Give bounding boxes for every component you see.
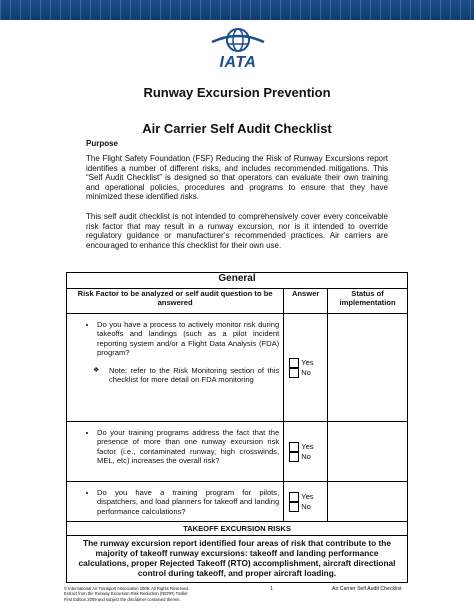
takeoff-risks-heading: TAKEOFF EXCURSION RISKS [67,522,408,536]
takeoff-risks-text: The runway excursion report identified four areas of risk that contribute to the majority of takeoff runway excursions: takeoff and landing performance calculations, proper Rejected Takeoff (RTO) accomplishment, aircraft directional control during takeoff, and proper aircraft loading. [67,536,408,583]
globe-icon [208,26,268,56]
column-header-status: Status of implementation [328,289,408,314]
yes-checkbox[interactable]: Yes [289,358,327,368]
document-subtitle: Air Carrier Self Audit Checklist [142,121,332,136]
no-checkbox[interactable]: No [289,368,327,378]
checkbox-icon[interactable] [289,502,299,512]
column-header-risk: Risk Factor to be analyzed or self audit question to be answered [67,289,284,314]
checkbox-icon[interactable] [289,452,299,462]
yes-checkbox[interactable]: Yes [289,492,327,502]
purpose-heading: Purpose [86,139,119,148]
question-text: • Do your training programs address the fact that the presence of more than one runway excursion risk factor (i.e., contaminated runway, high crosswinds, MEL, etc) increases the overall risk? [97,428,279,466]
no-checkbox[interactable]: No [289,452,327,462]
note [93,366,279,385]
status-cell[interactable] [328,314,408,422]
document-title: Runway Excursion Prevention [143,85,331,100]
question-text: • Do you have a training program for pilots, dispatchers, and load planners for takeoff and landing performance calculations? [97,488,279,516]
purpose-paragraph-1: The Flight Safety Foundation (FSF) Reducing the Risk of Runway Excursions report identifies a number of different risks, and includes recommended mitigations. This “Self Audit Checklist” is designed so that operators can evaluate their own training and operational policies, procedures and programs to ensure that they have minimized these identified risks. [86,154,388,202]
arrow-bullet-icon: ❖ [93,366,100,374]
section-heading-general: General [67,273,408,289]
iata-logo [208,26,268,70]
page-number: 1 [270,586,273,592]
no-checkbox[interactable]: No [289,502,327,512]
checkbox-icon[interactable] [289,358,299,368]
footer-document-name: Air Carrier Self Audit Checklist [332,586,402,592]
table-row [67,422,408,482]
table-row [67,482,408,522]
header-banner [0,0,474,20]
question-text: • Do you have a process to actively monitor risk during takeoffs and landings (such as a pilot incident reporting system and/or a Flight Data Analysis (FDA) program? [97,320,279,358]
table-row [67,314,408,422]
purpose-paragraph-2: This self audit checklist is not intended to comprehensively cover every conceivable risk factor that may result in a runway excursion, nor is it intended to override regulatory guidance or manufacturer’s recommended practices. Air carriers are encouraged to enhance this checklist for their own use. [86,212,388,250]
yes-checkbox[interactable]: Yes [289,442,327,452]
checkbox-icon[interactable] [289,442,299,452]
column-header-answer: Answer [284,289,328,314]
logo-text: IATA [219,54,257,71]
footer-copyright: © International Air Transport Association 2009. All Rights Reserved. Extract from the Runway Excursion Risk Reduction (RERR) Toolkit First Edition 2009 and subject the disclaimer contained therein. [64,586,190,602]
status-cell[interactable] [328,482,408,522]
checklist-table [66,272,408,583]
checkbox-icon[interactable] [289,368,299,378]
note-text: Note: refer to the Risk Monitoring section of this checklist for more detail on FDA monitoring [109,365,280,385]
status-cell[interactable] [328,422,408,482]
checkbox-icon[interactable] [289,492,299,502]
